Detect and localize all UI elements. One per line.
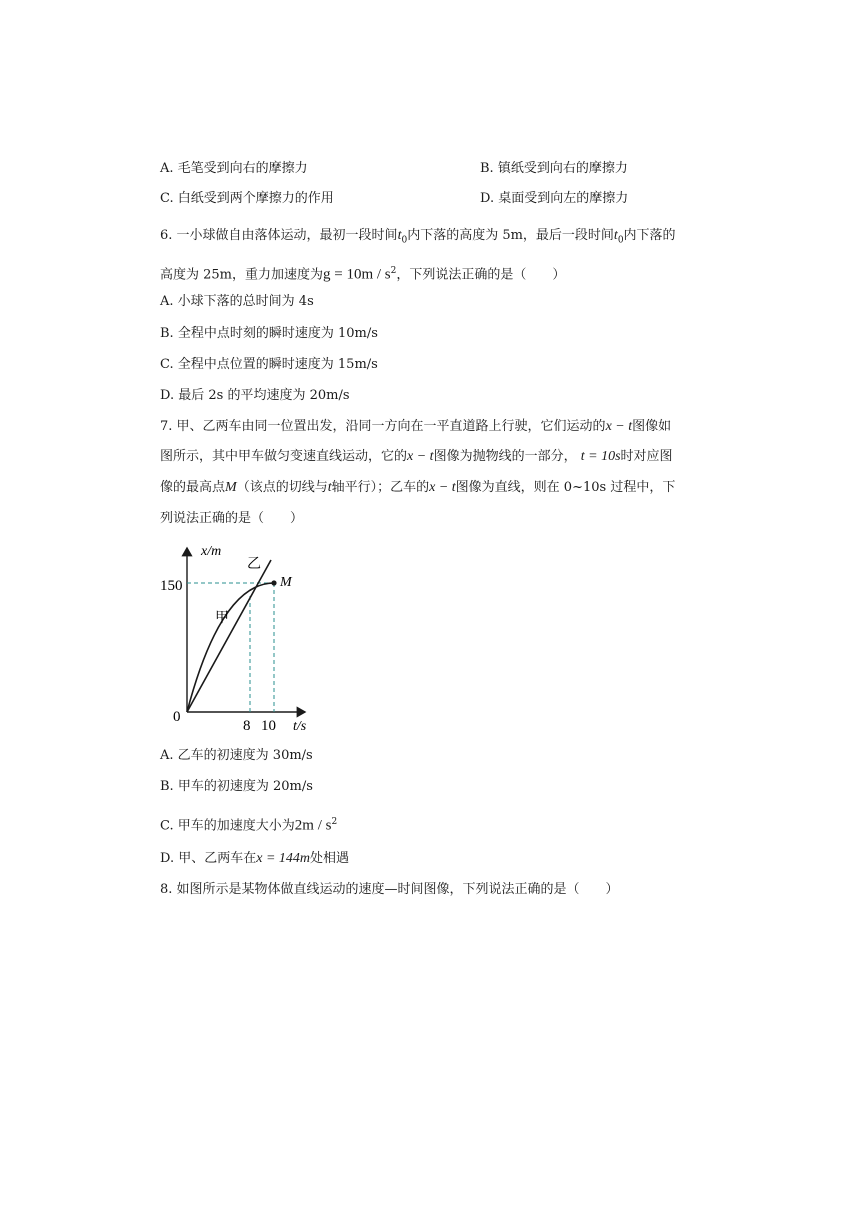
q7-stem-line1: 7. 甲、乙两车由同一位置出发，沿同一方向在一平直道路上行驶，它们运动的x − t图像如: [160, 419, 672, 434]
y-axis-label: x/m: [201, 544, 222, 559]
q7-stem-line2: 图所示，其中甲车做匀变速直线运动，它的x − t图像为抛物线的一部分， t = 10s时对应图: [160, 449, 673, 464]
y-tick-150: 150: [160, 578, 183, 594]
series-yi-label: 乙: [247, 557, 261, 572]
origin-label: 0: [173, 709, 181, 725]
q6-stem-line1: 6. 一小球做自由落体运动，最初一段时间$t_0$内下落的高度为 5m，最后一段时间$t_0$内下落的: [160, 228, 676, 246]
q8-stem: 8. 如图所示是某物体做直线运动的速度—时间图像，下列说法正确的是（ ）: [160, 882, 619, 897]
xt-graph: [155, 538, 325, 738]
q7-option-d: D. 甲、乙两车在x = 144m处相遇: [160, 851, 350, 866]
q6-option-a: A. 小球下落的总时间为 4s: [160, 294, 314, 309]
q6-option-c: C. 全程中点位置的瞬时速度为 15m/s: [160, 357, 378, 372]
q7-option-a: A. 乙车的初速度为 30m/s: [160, 748, 313, 763]
q5-option-c: C. 白纸受到两个摩擦力的作用: [160, 191, 334, 206]
q6-option-b: B. 全程中点时刻的瞬时速度为 10m/s: [160, 326, 378, 341]
q6-stem-line2: 高度为 25m，重力加速度为$g = 10m / s^2$，下列说法正确的是（ ）: [160, 266, 566, 283]
x-tick-10: 10: [261, 718, 276, 734]
q5-option-d: D. 桌面受到向左的摩擦力: [480, 191, 629, 206]
series-jia-curve: [187, 583, 274, 712]
gravity-formula: g = 10m / s: [323, 266, 391, 283]
q7-stem-line4: 列说法正确的是（ ）: [160, 511, 304, 526]
point-M-label: M: [280, 575, 292, 590]
q6-option-d: D. 最后 2s 的平均速度为 20m/s: [160, 388, 350, 403]
q5-option-b: B. 镇纸受到向右的摩擦力: [480, 161, 628, 176]
x-axis-label: t/s: [293, 719, 307, 734]
q7-option-c: C. 甲车的加速度大小为$2m / s^2$: [160, 817, 338, 834]
q5-option-a: A. 毛笔受到向右的摩擦力: [160, 161, 308, 176]
point-M: [271, 580, 276, 585]
series-jia-label: 甲: [215, 611, 229, 626]
x-tick-8: 8: [243, 718, 251, 734]
q7-option-b: B. 甲车的初速度为 20m/s: [160, 779, 313, 794]
q7-stem-line3: 像的最高点M（该点的切线与t轴平行）；乙车的x − t图像为直线，则在 0~10s 过程中，下: [160, 480, 676, 495]
